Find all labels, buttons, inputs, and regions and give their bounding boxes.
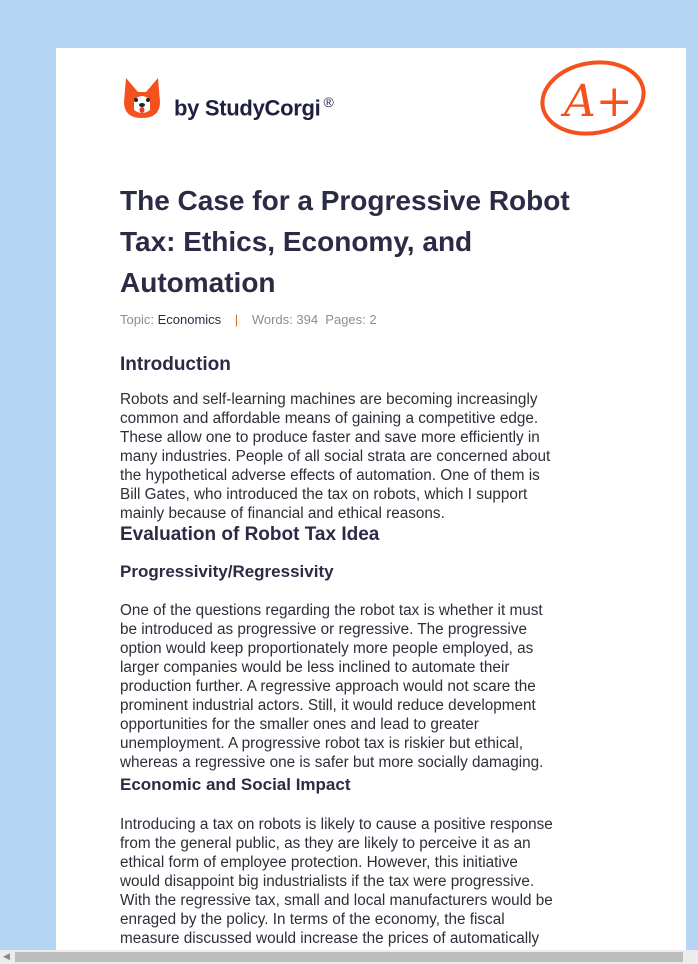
- text-line: unemployment. A progressive robot tax is riskier but ethical,: [120, 735, 524, 752]
- grade-text: A+: [564, 76, 633, 127]
- text-line: the hypothetical adverse effects of automation. One of them is: [120, 467, 540, 484]
- text-line: mainly because of financial and ethical reasons.: [120, 505, 445, 522]
- text-line: One of the questions regarding the robot tax is whether it must: [120, 602, 543, 619]
- horizontal-scrollbar[interactable]: [0, 950, 698, 964]
- document-page: [56, 48, 686, 953]
- text-line: enraged by the policy. In terms of the economy, the fiscal: [120, 911, 505, 928]
- intro-paragraph: [120, 390, 550, 523]
- text-line: many industries. People of all social strata are concerned about: [120, 448, 551, 465]
- meta-separator: |: [234, 312, 239, 327]
- text-line: whereas a regressive one is safer but more socially damaging.: [120, 754, 544, 771]
- page-title: The Case for a Progressive Robot Tax: Ethics, Economy, and Automation: [120, 185, 570, 298]
- corgi-logo-icon: [122, 76, 162, 120]
- registered-mark: ®: [323, 94, 334, 110]
- page-count: Pages: 2: [325, 312, 377, 327]
- brand-text: by StudyCorgi: [174, 95, 321, 121]
- section-heading-evaluation: Evaluation of Robot Tax Idea: [120, 524, 380, 545]
- word-count: Words: 394: [251, 312, 319, 327]
- text-line: be introduced as progressive or regressive. The progressive: [120, 621, 527, 638]
- text-line: ethical form of employee protection. However, this initiative: [120, 854, 518, 871]
- text-line: Robots and self-learning machines are becoming increasingly: [120, 391, 538, 408]
- document-meta: [120, 312, 377, 327]
- text-line: would disappoint big industrialists if the tax were progressive.: [120, 873, 535, 890]
- text-line: measure discussed would increase the prices of automatically: [120, 930, 540, 947]
- topic-link[interactable]: Economics: [157, 312, 222, 327]
- text-line: With the regressive tax, small and local manufacturers would be: [120, 892, 553, 909]
- topic-label: Topic:: [120, 312, 154, 327]
- text-line: Bill Gates, who introduced the tax on robots, which I support: [120, 486, 528, 503]
- text-line: common and affordable means of gaining a competitive edge.: [120, 410, 539, 427]
- subheading-progressivity: Progressivity/Regressivity: [120, 562, 334, 581]
- section-heading-introduction: Introduction: [120, 354, 231, 375]
- text-line: option would keep proportionately more people employed, as: [120, 640, 534, 657]
- scroll-left-arrow-icon[interactable]: ◀: [3, 951, 10, 961]
- text-line: prominent industrial actors. Still, it would reduce development: [120, 697, 536, 714]
- text-line: from the general public, as they are likely to perceive it as an: [120, 835, 531, 852]
- a-plus-badge-icon: [538, 58, 648, 145]
- text-line: opportunities for the smaller ones and lead to greater: [120, 716, 479, 733]
- progressivity-paragraph: [120, 601, 543, 772]
- text-line: Introducing a tax on robots is likely to cause a positive response: [120, 816, 553, 833]
- text-line: production further. A regressive approach would not scare the: [120, 678, 536, 695]
- brand-name[interactable]: [174, 94, 333, 121]
- economic-paragraph: [120, 815, 553, 948]
- scrollbar-thumb[interactable]: [15, 952, 683, 962]
- text-line: These allow one to produce faster and save more efficiently in: [120, 429, 540, 446]
- text-line: larger companies would be less inclined to automate their: [120, 659, 510, 676]
- subheading-economic-impact: Economic and Social Impact: [120, 775, 351, 794]
